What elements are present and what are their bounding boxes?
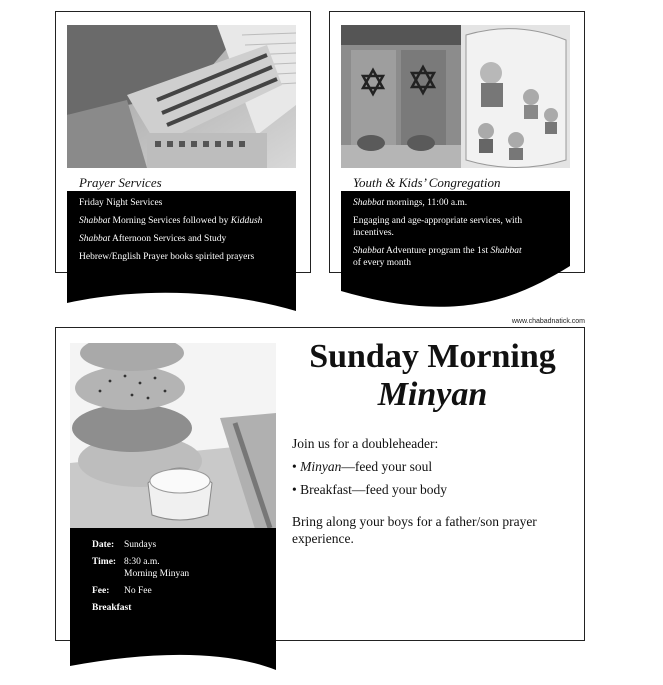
service-line: Friday Night Services (79, 198, 163, 208)
fee-row (92, 585, 189, 597)
youth-congregation-photo (341, 25, 570, 168)
breakfast-label: Breakfast (92, 603, 132, 613)
prayer-services-caption: Prayer Services (79, 175, 162, 190)
event-description (292, 432, 562, 547)
fee-label: Fee: (92, 586, 110, 596)
website-url: www.chabadnatick.com (511, 318, 585, 325)
time-label: Time: (92, 557, 117, 567)
prayer-services-panel (67, 191, 296, 315)
event-details (92, 539, 189, 619)
extra-row (92, 602, 189, 614)
bullet-item: • Breakfast—feed your body (292, 482, 448, 497)
event-title (295, 338, 570, 414)
date-row (92, 539, 189, 551)
event-title-line2: Minyan (377, 376, 488, 413)
youth-line: Shabbat Adventure program the 1st Shabbat of every month (353, 246, 522, 268)
time-note: Morning Minyan (124, 569, 190, 579)
youth-kids-panel (341, 191, 570, 315)
service-line: Shabbat Morning Services followed by Kiddush (79, 216, 263, 226)
time-value: 8:30 a.m. (124, 557, 160, 567)
time-row (92, 556, 189, 580)
tallit-prayer-photo (67, 25, 296, 168)
event-intro: Join us for a doubleheader: (292, 436, 439, 451)
service-line: Hebrew/English Prayer books spirited prayers (79, 252, 255, 262)
service-line: Shabbat Afternoon Services and Study (79, 234, 227, 244)
date-value: Sundays (124, 540, 157, 550)
event-paragraph: Bring along your boys for a father/son prayer experience. (292, 514, 537, 546)
date-label: Date: (92, 540, 115, 550)
youth-kids-caption: Youth & Kids’ Congregation (353, 175, 501, 190)
event-title-line1: Sunday Morning (309, 338, 556, 375)
bullet-item: • Minyan—feed your soul (292, 459, 433, 474)
youth-line: Shabbat mornings, 11:00 a.m. (353, 198, 468, 208)
bagels-photo (70, 343, 276, 529)
youth-line: Engaging and age-appropriate services, with incentives. (353, 216, 523, 238)
fee-value: No Fee (124, 586, 152, 596)
